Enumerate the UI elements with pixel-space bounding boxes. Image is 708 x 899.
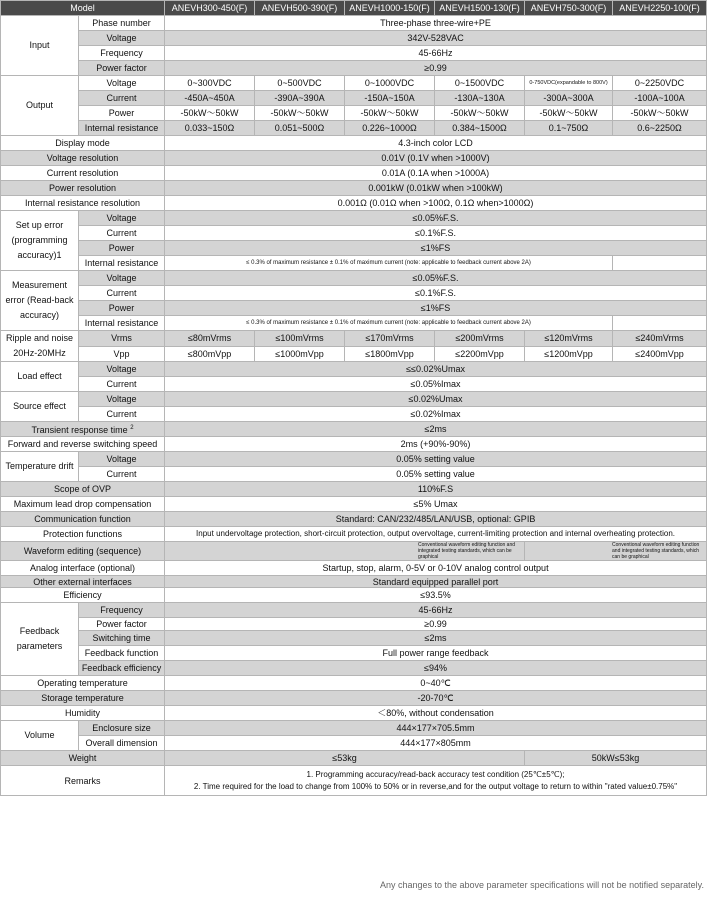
model-column-header: ANEVH500-390(F) [255, 1, 345, 16]
cell-value: 0.033~150Ω [165, 121, 255, 136]
row-label: Voltage [79, 362, 165, 377]
row-value: ＜80%, without condensation [165, 706, 707, 721]
cell-value: -150A~150A [345, 91, 435, 106]
cell-value: 0.051~500Ω [255, 121, 345, 136]
empty-cell [613, 256, 707, 271]
model-column-header: ANEVH1500-130(F) [435, 1, 525, 16]
row-label: Power resolution [1, 181, 165, 196]
row-label: Current [79, 377, 165, 392]
row-value: 0.001Ω (0.01Ω when >100Ω, 0.1Ω when>1000Ω) [165, 196, 707, 211]
row-value: Standard equipped parallel port [165, 576, 707, 588]
cell-value: 0.6~2250Ω [613, 121, 707, 136]
row-value: ≥0.99 [165, 618, 707, 631]
row-value: 4.3-inch color LCD [165, 136, 707, 151]
transient-label [1, 422, 165, 437]
row-value: 2ms (+90%-90%) [165, 437, 707, 452]
source-effect-group-label: Source effect [1, 392, 79, 422]
disclaimer-footnote: Any changes to the above parameter specifications will not be notified separately. [379, 880, 704, 890]
model-column-header: ANEVH1000-150(F) [345, 1, 435, 16]
row-label: Current [79, 91, 165, 106]
cell-value: ≤100mVrms [255, 331, 345, 347]
row-label: Feedback efficiency [79, 661, 165, 676]
model-header: Model [1, 1, 165, 16]
row-label: Voltage [79, 392, 165, 407]
row-label: Current [79, 286, 165, 301]
row-value: 0.001kW (0.01kW when >100kW) [165, 181, 707, 196]
row-value: ≤0.05%F.S. [165, 271, 707, 286]
row-value: ≤5% Umax [165, 497, 707, 512]
cell-value: 0~1500VDC [435, 76, 525, 91]
row-value: ≤2ms [165, 631, 707, 646]
row-value: Standard: CAN/232/485/LAN/USB, optional: GPIB [165, 512, 707, 527]
feedback-group-label: Feedback parameters [1, 603, 79, 676]
cell-value: -50kW～50kW [165, 106, 255, 121]
cell-value: -50kW～50kW [435, 106, 525, 121]
waveform-note-a-cell [165, 542, 525, 561]
row-label: Scope of OVP [1, 482, 165, 497]
row-value: 0.01A (0.1A when >1000A) [165, 166, 707, 181]
row-label: Vrms [79, 331, 165, 347]
row-label: Overall dimension [79, 736, 165, 751]
cell-value: 0.384~1500Ω [435, 121, 525, 136]
remarks-line-2: 2. Time required for the load to change from 100% to 50% or in reverse,and for the output voltage to return to within "rated value±0.75%" [193, 781, 678, 791]
cell-value: 0~300VDC [165, 76, 255, 91]
row-value: Startup, stop, alarm, 0-5V or 0-10V analog control output [165, 561, 707, 576]
row-label: Internal resistance [79, 316, 165, 331]
row-label: Analog interface (optional) [1, 561, 165, 576]
row-value: 45-66Hz [165, 46, 707, 61]
cell-value: 0~2250VDC [613, 76, 707, 91]
cell-value: 0.1~750Ω [525, 121, 613, 136]
row-value: 444×177×705.5mm [165, 721, 707, 736]
row-label: Communication function [1, 512, 165, 527]
row-value: ≤0.02%Imax [165, 407, 707, 422]
cell-value: -50kW～50kW [255, 106, 345, 121]
setup-error-group-label: Set up error (programming accuracy)1 [1, 211, 79, 271]
model-column-header: ANEVH300-450(F) [165, 1, 255, 16]
row-value: ≤93.5% [165, 588, 707, 603]
row-label: Current [79, 226, 165, 241]
cell-value: 0~1000VDC [345, 76, 435, 91]
row-value: ≤53kg [165, 751, 525, 766]
cell-value: -130A~130A [435, 91, 525, 106]
row-label: Feedback function [79, 646, 165, 661]
row-label: Efficiency [1, 588, 165, 603]
cell-value: 0.226~1000Ω [345, 121, 435, 136]
row-label: Waveform editing (sequence) [1, 542, 165, 561]
row-label: Humidity [1, 706, 165, 721]
cell-value: ≤1800mVpp [345, 346, 435, 362]
row-label: Protection functions [1, 527, 165, 542]
row-label: Internal resistance resolution [1, 196, 165, 211]
row-value: ≥0.99 [165, 61, 707, 76]
row-label: Vpp [79, 346, 165, 362]
row-label: Current resolution [1, 166, 165, 181]
cell-value: ≤1200mVpp [525, 346, 613, 362]
cell-value: ≤200mVrms [435, 331, 525, 347]
empty-cell [613, 316, 707, 331]
cell-value: ≤170mVrms [345, 331, 435, 347]
row-value: Full power range feedback [165, 646, 707, 661]
waveform-note-a: Conventional waveform editing function and integrated testing standards, which can be graphical [418, 542, 516, 560]
row-value: ≤ 0.3% of maximum resistance ± 0.1% of maximum current (note: applicable to feedback current above 2A) [165, 316, 613, 331]
cell-value: -450A~450A [165, 91, 255, 106]
row-value: ≤0.05%Imax [165, 377, 707, 392]
row-label: Storage temperature [1, 691, 165, 706]
model-column-header: ANEVH2250-100(F) [613, 1, 707, 16]
row-label: Other external interfaces [1, 576, 165, 588]
cell-value: 0-750VDC(expandable to 800V) [525, 76, 613, 91]
row-label: Power factor [79, 618, 165, 631]
cell-value: 0~500VDC [255, 76, 345, 91]
row-label: Operating temperature [1, 676, 165, 691]
row-label: Maximum lead drop compensation [1, 497, 165, 512]
row-label: Power factor [79, 61, 165, 76]
ripple-group-label: Ripple and noise 20Hz-20MHz [1, 331, 79, 362]
row-label: Power [79, 301, 165, 316]
row-label: Internal resistance [79, 256, 165, 271]
row-label: Forward and reverse switching speed [1, 437, 165, 452]
temp-drift-group-label: Temperature drift [1, 452, 79, 482]
row-value: ≤0.1%F.S. [165, 286, 707, 301]
row-value: ≤94% [165, 661, 707, 676]
remarks-line-1: 1. Programming accuracy/read-back accuracy test condition (25℃±5℃); [306, 769, 565, 779]
row-value: 45-66Hz [165, 603, 707, 618]
cell-value: -50kW～50kW [345, 106, 435, 121]
cell-value: ≤80mVrms [165, 331, 255, 347]
cell-value: ≤800mVpp [165, 346, 255, 362]
row-label: Voltage [79, 31, 165, 46]
row-value: ≤1%FS [165, 241, 707, 256]
row-value: ≤ 0.3% of maximum resistance ± 0.1% of maximum current (note: applicable to feedback current above 2A) [165, 256, 613, 271]
row-value: -20-70℃ [165, 691, 707, 706]
output-group-label: Output [1, 76, 79, 136]
row-value: ≤1%FS [165, 301, 707, 316]
row-label: Internal resistance [79, 121, 165, 136]
row-label: Power [79, 106, 165, 121]
waveform-note-b-cell [525, 542, 707, 561]
row-value: ≤2ms [165, 422, 707, 437]
cell-value: ≤2400mVpp [613, 346, 707, 362]
cell-value: -50kW～50kW [613, 106, 707, 121]
row-label: Weight [1, 751, 165, 766]
row-label: Remarks [1, 766, 165, 796]
measurement-error-group-label: Measurement error (Read-back accuracy) [1, 271, 79, 331]
model-column-header: ANEVH750-300(F) [525, 1, 613, 16]
footnote-marker: 2 [130, 425, 134, 431]
row-value: 110%F.S [165, 482, 707, 497]
row-value: ≤0.02%Umax [165, 392, 707, 407]
cell-value: -300A~300A [525, 91, 613, 106]
row-label: Frequency [79, 603, 165, 618]
cell-value: ≤240mVrms [613, 331, 707, 347]
load-effect-group-label: Load effect [1, 362, 79, 392]
cell-value: ≤120mVrms [525, 331, 613, 347]
row-value: ≤0.05%F.S. [165, 211, 707, 226]
row-label: Display mode [1, 136, 165, 151]
input-group-label: Input [1, 16, 79, 76]
row-label: Enclosure size [79, 721, 165, 736]
row-label: Transient response time [31, 425, 128, 435]
cell-value: ≤2200mVpp [435, 346, 525, 362]
row-value: ≤0.1%F.S. [165, 226, 707, 241]
row-label: Phase number [79, 16, 165, 31]
row-label: Voltage resolution [1, 151, 165, 166]
row-label: Voltage [79, 452, 165, 467]
row-value: Input undervoltage protection, short-circuit protection, output overvoltage, current-limiting protection and internal overheating protection. [165, 527, 707, 542]
row-label: Voltage [79, 271, 165, 286]
remarks-cell [165, 766, 707, 796]
row-value: 444×177×805mm [165, 736, 707, 751]
volume-group-label: Volume [1, 721, 79, 751]
row-label: Current [79, 407, 165, 422]
waveform-note-b: Conventional waveform editing function and integrated testing standards, which can be graphical [612, 542, 700, 560]
row-value: Three-phase three-wire+PE [165, 16, 707, 31]
row-label: Frequency [79, 46, 165, 61]
row-label: Voltage [79, 76, 165, 91]
row-value: 0.05% setting value [165, 467, 707, 482]
row-value: 342V-528VAC [165, 31, 707, 46]
row-value: 0.01V (0.1V when >1000V) [165, 151, 707, 166]
row-value: 0.05% setting value [165, 452, 707, 467]
row-value: 50kW≤53kg [525, 751, 707, 766]
cell-value: -390A~390A [255, 91, 345, 106]
row-label: Switching time [79, 631, 165, 646]
cell-value: -100A~100A [613, 91, 707, 106]
row-value: 0~40℃ [165, 676, 707, 691]
cell-value: ≤1000mVpp [255, 346, 345, 362]
row-value: ≤≤0.02%Umax [165, 362, 707, 377]
row-label: Voltage [79, 211, 165, 226]
row-label: Power [79, 241, 165, 256]
row-label: Current [79, 467, 165, 482]
cell-value: -50kW～50kW [525, 106, 613, 121]
